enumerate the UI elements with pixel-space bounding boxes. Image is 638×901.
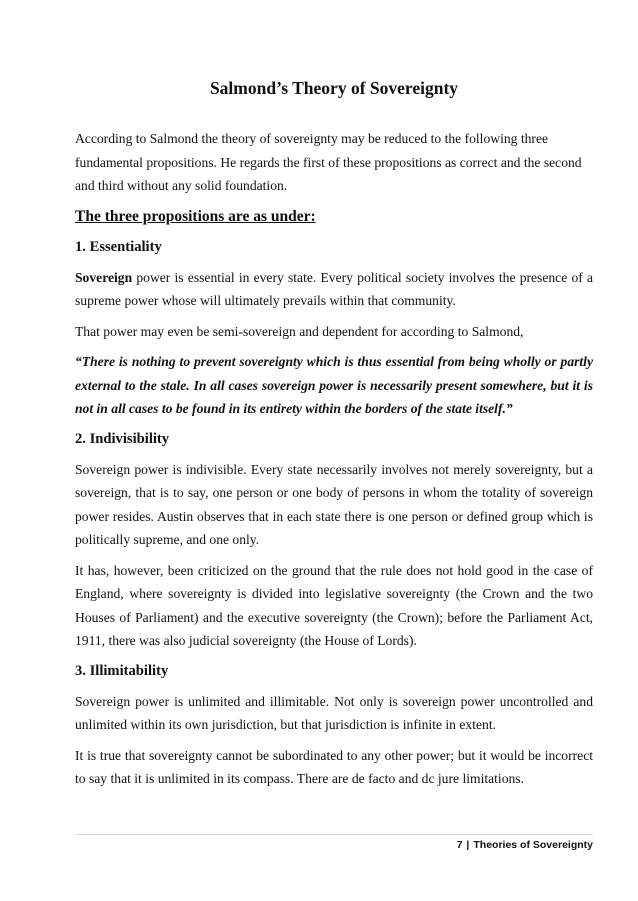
page-footer [75, 834, 593, 851]
propositions-heading: The three propositions are as under: [75, 207, 316, 225]
section-heading-essentiality: 1. Essentiality [75, 238, 162, 255]
intro-paragraph: According to Salmond the theory of sovereignty may be reduced to the following three fundamental propositions. He regards the first of these propositions as correct and the second and third without any solid foundation. [75, 131, 582, 193]
page-number: 7 [456, 839, 463, 851]
indivisibility-paragraph-2: It has, however, been criticized on the ground that the rule does not hold good in the case of England, where sovereignty is divided into legislative sovereignty (the Crown and the two Houses of Parliament) and the executive sovereignty (the Crown); before the Parliament Act, 1911, there was also judicial sovereignty (the House of Lords). [75, 562, 593, 648]
footer-separator: | [466, 839, 470, 851]
section-heading-indivisibility: 2. Indivisibility [75, 430, 170, 447]
running-title: Theories of Sovereignty [473, 839, 593, 851]
salmond-quote: “There is nothing to prevent sovereignty which is thus essential from being wholly or partly external to the stale. In all cases sovereign power is necessarily present somewhere, but it is not in all cases to be found in its entirety within the borders of the state itself.” [75, 354, 593, 416]
page-title: Salmond’s Theory of Sovereignty [209, 78, 459, 98]
page-content [75, 74, 593, 798]
essentiality-paragraph-2: That power may even be semi-sovereign and dependent for according to Salmond, [75, 323, 524, 339]
section-heading-illimitability: 3. Illimitability [75, 662, 169, 679]
indivisibility-paragraph-1: Sovereign power is indivisible. Every state necessarily involves not merely sovereignty, but a sovereign, that is to say, one person or one body of persons in whom the totality of sovereign power resides. Austin observes that in each state there is one person or defined group which is politically supreme, and one only. [75, 461, 593, 547]
essentiality-paragraph-1 [75, 266, 593, 313]
essentiality-paragraph-1-text: power is essential in every state. Every political society involves the presence of a supreme power whose will ultimately prevails within that community. [75, 269, 593, 308]
bold-term-sovereign: Sovereign [75, 269, 133, 285]
illimitability-paragraph-2: It is true that sovereignty cannot be subordinated to any other power; but it would be incorrect to say that it is unlimited in its compass. There are de facto and dc jure limitations. [75, 747, 593, 786]
illimitability-paragraph-1: Sovereign power is unlimited and illimitable. Not only is sovereign power uncontrolled and unlimited within its own jurisdiction, but that jurisdiction is infinite in extent. [75, 693, 593, 732]
